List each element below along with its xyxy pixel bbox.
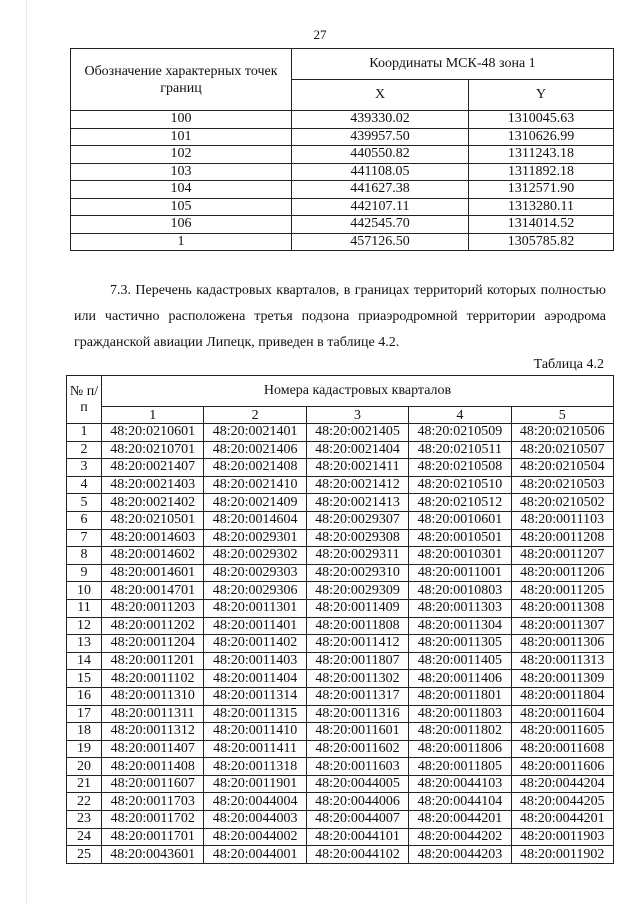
row-number-cell: 10: [67, 582, 102, 600]
point-cell: 101: [71, 128, 292, 146]
y-cell: 1313280.11: [469, 198, 614, 216]
cadastral-number-cell: 48:20:0011903: [511, 828, 613, 846]
cadastral-number-cell: 48:20:0044002: [204, 828, 306, 846]
cadastral-number-cell: 48:20:0011601: [306, 723, 408, 741]
row-number-cell: 14: [67, 652, 102, 670]
table-row: [67, 828, 614, 846]
column-number-header: 5: [511, 407, 613, 424]
row-number-cell: 20: [67, 758, 102, 776]
cadastral-number-cell: 48:20:0011606: [511, 758, 613, 776]
cadastral-number-cell: 48:20:0011801: [409, 687, 511, 705]
cadastral-number-cell: 48:20:0011409: [306, 599, 408, 617]
table-row: [71, 233, 614, 251]
cadastral-number-cell: 48:20:0029311: [306, 547, 408, 565]
cadastral-number-cell: 48:20:0021404: [306, 441, 408, 459]
quarters-body: [67, 424, 614, 864]
table-row: [67, 494, 614, 512]
cadastral-number-cell: 48:20:0011607: [102, 775, 204, 793]
cadastral-number-cell: 48:20:0029308: [306, 529, 408, 547]
cadastral-number-cell: 48:20:0011405: [409, 652, 511, 670]
row-number-cell: 22: [67, 793, 102, 811]
cadastral-number-cell: 48:20:0011404: [204, 670, 306, 688]
cadastral-number-cell: 48:20:0210506: [511, 424, 613, 442]
cadastral-number-cell: 48:20:0011804: [511, 687, 613, 705]
table-row: [67, 670, 614, 688]
cadastral-number-cell: 48:20:0011205: [511, 582, 613, 600]
cadastral-number-cell: 48:20:0011701: [102, 828, 204, 846]
cadastral-number-cell: 48:20:0029307: [306, 511, 408, 529]
cadastral-number-cell: 48:20:0011807: [306, 652, 408, 670]
cadastral-number-cell: 48:20:0210510: [409, 476, 511, 494]
cadastral-number-cell: 48:20:0011805: [409, 758, 511, 776]
cadastral-number-cell: 48:20:0010501: [409, 529, 511, 547]
cadastral-number-cell: 48:20:0044003: [204, 811, 306, 829]
cadastral-number-cell: 48:20:0011303: [409, 599, 511, 617]
cadastral-number-cell: 48:20:0011206: [511, 564, 613, 582]
cadastral-number-cell: 48:20:0011308: [511, 599, 613, 617]
column-number-header: 3: [306, 407, 408, 424]
cadastral-number-cell: 48:20:0044103: [409, 775, 511, 793]
table-row: [67, 582, 614, 600]
cadastral-number-cell: 48:20:0011201: [102, 652, 204, 670]
cadastral-number-cell: 48:20:0044001: [204, 846, 306, 864]
x-cell: 440550.82: [292, 146, 469, 164]
cadastral-number-cell: 48:20:0011401: [204, 617, 306, 635]
cadastral-number-cell: 48:20:0044202: [409, 828, 511, 846]
point-cell: 102: [71, 146, 292, 164]
table-row: [67, 476, 614, 494]
cadastral-number-cell: 48:20:0210511: [409, 441, 511, 459]
cadastral-number-cell: 48:20:0011402: [204, 635, 306, 653]
cadastral-number-cell: 48:20:0014602: [102, 547, 204, 565]
row-number-cell: 16: [67, 687, 102, 705]
table-row: [67, 740, 614, 758]
cadastral-number-cell: 48:20:0044205: [511, 793, 613, 811]
cadastral-number-cell: 48:20:0014604: [204, 511, 306, 529]
point-cell: 104: [71, 181, 292, 199]
cadastral-number-cell: 48:20:0011602: [306, 740, 408, 758]
cadastral-number-cell: 48:20:0011312: [102, 723, 204, 741]
table-row: [71, 163, 614, 181]
point-cell: 103: [71, 163, 292, 181]
cadastral-number-cell: 48:20:0011605: [511, 723, 613, 741]
table-row: [67, 441, 614, 459]
cadastral-number-cell: 48:20:0021408: [204, 459, 306, 477]
header-y: Y: [469, 80, 614, 111]
table-row: [67, 775, 614, 793]
cadastral-number-cell: 48:20:0029309: [306, 582, 408, 600]
cadastral-number-cell: 48:20:0029306: [204, 582, 306, 600]
cadastral-number-cell: 48:20:0010301: [409, 547, 511, 565]
cadastral-number-cell: 48:20:0011412: [306, 635, 408, 653]
table-caption: Таблица 4.2: [533, 357, 604, 372]
point-cell: 105: [71, 198, 292, 216]
cadastral-number-cell: 48:20:0011608: [511, 740, 613, 758]
cadastral-number-cell: 48:20:0044007: [306, 811, 408, 829]
cadastral-number-cell: 48:20:0210502: [511, 494, 613, 512]
cadastral-number-cell: 48:20:0011208: [511, 529, 613, 547]
cadastral-number-cell: 48:20:0011313: [511, 652, 613, 670]
cadastral-number-cell: 48:20:0044203: [409, 846, 511, 864]
cadastral-number-cell: 48:20:0021405: [306, 424, 408, 442]
header-quarter-numbers: Номера кадастровых кварталов: [102, 376, 614, 407]
cadastral-number-cell: 48:20:0014701: [102, 582, 204, 600]
cadastral-number-cell: 48:20:0011207: [511, 547, 613, 565]
y-cell: 1310626.99: [469, 128, 614, 146]
row-number-cell: 18: [67, 723, 102, 741]
cadastral-number-cell: 48:20:0210512: [409, 494, 511, 512]
table-row: [67, 424, 614, 442]
table-row: [67, 617, 614, 635]
table-row: [67, 459, 614, 477]
y-cell: 1311243.18: [469, 146, 614, 164]
cadastral-number-cell: 48:20:0011407: [102, 740, 204, 758]
cadastral-number-cell: 48:20:0011410: [204, 723, 306, 741]
cadastral-number-cell: 48:20:0011901: [204, 775, 306, 793]
cadastral-number-cell: 48:20:0044006: [306, 793, 408, 811]
x-cell: 441627.38: [292, 181, 469, 199]
cadastral-number-cell: 48:20:0011703: [102, 793, 204, 811]
cadastral-number-cell: 48:20:0011411: [204, 740, 306, 758]
cadastral-number-cell: 48:20:0011302: [306, 670, 408, 688]
cadastral-number-cell: 48:20:0011304: [409, 617, 511, 635]
table-row: [67, 599, 614, 617]
cadastral-number-cell: 48:20:0014601: [102, 564, 204, 582]
cadastral-number-cell: 48:20:0029302: [204, 547, 306, 565]
cadastral-number-cell: 48:20:0021411: [306, 459, 408, 477]
table-row: [67, 811, 614, 829]
cadastral-number-cell: 48:20:0210503: [511, 476, 613, 494]
header-row-number: № п/п: [67, 376, 102, 424]
cadastral-number-cell: 48:20:0044201: [409, 811, 511, 829]
page-number: 27: [313, 27, 327, 42]
cadastral-number-cell: 48:20:0011204: [102, 635, 204, 653]
cadastral-number-cell: 48:20:0011001: [409, 564, 511, 582]
row-number-cell: 1: [67, 424, 102, 442]
table-row: [67, 652, 614, 670]
cadastral-number-cell: 48:20:0011603: [306, 758, 408, 776]
cadastral-number-cell: 48:20:0011103: [511, 511, 613, 529]
row-number-cell: 15: [67, 670, 102, 688]
cadastral-number-cell: 48:20:0021401: [204, 424, 306, 442]
cadastral-number-cell: 48:20:0044201: [511, 811, 613, 829]
cadastral-number-cell: 48:20:0010601: [409, 511, 511, 529]
cadastral-number-cell: 48:20:0011309: [511, 670, 613, 688]
cadastral-number-cell: 48:20:0029301: [204, 529, 306, 547]
cadastral-number-cell: 48:20:0210504: [511, 459, 613, 477]
cadastral-number-cell: 48:20:0011802: [409, 723, 511, 741]
cadastral-number-cell: 48:20:0210507: [511, 441, 613, 459]
cadastral-number-cell: 48:20:0011604: [511, 705, 613, 723]
table-row: [67, 723, 614, 741]
header-x: X: [292, 80, 469, 111]
table-row: [67, 758, 614, 776]
cadastral-number-cell: 48:20:0021403: [102, 476, 204, 494]
cadastral-number-cell: 48:20:0021407: [102, 459, 204, 477]
cadastral-number-cell: 48:20:0210701: [102, 441, 204, 459]
y-cell: 1314014.52: [469, 216, 614, 234]
row-number-cell: 4: [67, 476, 102, 494]
cadastral-number-cell: 48:20:0210509: [409, 424, 511, 442]
cadastral-number-cell: 48:20:0029310: [306, 564, 408, 582]
cadastral-number-cell: 48:20:0011406: [409, 670, 511, 688]
cadastral-number-cell: 48:20:0021410: [204, 476, 306, 494]
row-number-cell: 9: [67, 564, 102, 582]
header-point-designation: Обозначение характерных точек границ: [71, 49, 292, 111]
point-cell: 106: [71, 216, 292, 234]
table-row: [67, 687, 614, 705]
row-number-cell: 13: [67, 635, 102, 653]
cadastral-number-cell: 48:20:0011307: [511, 617, 613, 635]
cadastral-number-cell: 48:20:0029303: [204, 564, 306, 582]
cadastral-number-cell: 48:20:0011403: [204, 652, 306, 670]
row-number-cell: 6: [67, 511, 102, 529]
table-row: [71, 198, 614, 216]
x-cell: 441108.05: [292, 163, 469, 181]
cadastral-number-cell: 48:20:0021406: [204, 441, 306, 459]
cadastral-quarters-table: [66, 375, 614, 864]
x-cell: 439957.50: [292, 128, 469, 146]
table-row: [67, 564, 614, 582]
row-number-cell: 12: [67, 617, 102, 635]
cadastral-number-cell: 48:20:0011702: [102, 811, 204, 829]
table-row: [67, 547, 614, 565]
column-number-header: 2: [204, 407, 306, 424]
row-number-cell: 11: [67, 599, 102, 617]
coordinates-body: [71, 111, 614, 251]
cadastral-number-cell: 48:20:0210501: [102, 511, 204, 529]
cadastral-number-cell: 48:20:0044104: [409, 793, 511, 811]
row-number-cell: 23: [67, 811, 102, 829]
cadastral-number-cell: 48:20:0043601: [102, 846, 204, 864]
cadastral-number-cell: 48:20:0021413: [306, 494, 408, 512]
table-row: [67, 529, 614, 547]
row-number-cell: 5: [67, 494, 102, 512]
x-cell: 442107.11: [292, 198, 469, 216]
cadastral-number-cell: 48:20:0011310: [102, 687, 204, 705]
cadastral-number-cell: 48:20:0044101: [306, 828, 408, 846]
column-number-header: 1: [102, 407, 204, 424]
y-cell: 1305785.82: [469, 233, 614, 251]
cadastral-number-cell: 48:20:0011102: [102, 670, 204, 688]
y-cell: 1312571.90: [469, 181, 614, 199]
coordinates-table: [70, 48, 614, 251]
row-number-cell: 3: [67, 459, 102, 477]
table-row: [71, 181, 614, 199]
cadastral-number-cell: 48:20:0011318: [204, 758, 306, 776]
cadastral-number-cell: 48:20:0011306: [511, 635, 613, 653]
table-row: [71, 216, 614, 234]
cadastral-number-cell: 48:20:0021409: [204, 494, 306, 512]
table-row: [67, 705, 614, 723]
cadastral-number-cell: 48:20:0021412: [306, 476, 408, 494]
row-number-cell: 21: [67, 775, 102, 793]
row-number-cell: 8: [67, 547, 102, 565]
row-number-cell: 19: [67, 740, 102, 758]
cadastral-number-cell: 48:20:0011314: [204, 687, 306, 705]
row-number-cell: 2: [67, 441, 102, 459]
scan-margin-line: [26, 0, 27, 905]
paragraph-7-3: 7.3. Перечень кадастровых кварталов, в границах территорий которых полностью или частично расположена третья подзона приаэродромной территории аэродрома гражданской авиации Липецк, приведен в таблице 4.2.: [74, 283, 606, 350]
cadastral-number-cell: 48:20:0021402: [102, 494, 204, 512]
cadastral-number-cell: 48:20:0044005: [306, 775, 408, 793]
cadastral-number-cell: 48:20:0014603: [102, 529, 204, 547]
cadastral-number-cell: 48:20:0210601: [102, 424, 204, 442]
cadastral-number-cell: 48:20:0010803: [409, 582, 511, 600]
row-number-cell: 24: [67, 828, 102, 846]
table-row: [67, 846, 614, 864]
cadastral-number-cell: 48:20:0011902: [511, 846, 613, 864]
cadastral-number-cell: 48:20:0011202: [102, 617, 204, 635]
y-cell: 1311892.18: [469, 163, 614, 181]
point-cell: 1: [71, 233, 292, 251]
table-row: [71, 111, 614, 129]
table-row: [71, 146, 614, 164]
table-row: [67, 793, 614, 811]
point-cell: 100: [71, 111, 292, 129]
column-number-header-row: [67, 407, 614, 424]
table-row: [67, 511, 614, 529]
cadastral-number-cell: 48:20:0044204: [511, 775, 613, 793]
table-row: [71, 128, 614, 146]
cadastral-number-cell: 48:20:0044102: [306, 846, 408, 864]
column-number-header: 4: [409, 407, 511, 424]
cadastral-number-cell: 48:20:0011301: [204, 599, 306, 617]
cadastral-number-cell: 48:20:0011315: [204, 705, 306, 723]
y-cell: 1310045.63: [469, 111, 614, 129]
header-coordinates: Координаты МСК-48 зона 1: [292, 49, 614, 80]
cadastral-number-cell: 48:20:0011203: [102, 599, 204, 617]
cadastral-number-cell: 48:20:0044004: [204, 793, 306, 811]
cadastral-number-cell: 48:20:0011305: [409, 635, 511, 653]
cadastral-number-cell: 48:20:0011311: [102, 705, 204, 723]
x-cell: 457126.50: [292, 233, 469, 251]
row-number-cell: 17: [67, 705, 102, 723]
table-row: [67, 635, 614, 653]
row-number-cell: 7: [67, 529, 102, 547]
cadastral-number-cell: 48:20:0011808: [306, 617, 408, 635]
x-cell: 442545.70: [292, 216, 469, 234]
cadastral-number-cell: 48:20:0011408: [102, 758, 204, 776]
x-cell: 439330.02: [292, 111, 469, 129]
row-number-cell: 25: [67, 846, 102, 864]
cadastral-number-cell: 48:20:0210508: [409, 459, 511, 477]
cadastral-number-cell: 48:20:0011806: [409, 740, 511, 758]
cadastral-number-cell: 48:20:0011803: [409, 705, 511, 723]
cadastral-number-cell: 48:20:0011316: [306, 705, 408, 723]
cadastral-number-cell: 48:20:0011317: [306, 687, 408, 705]
